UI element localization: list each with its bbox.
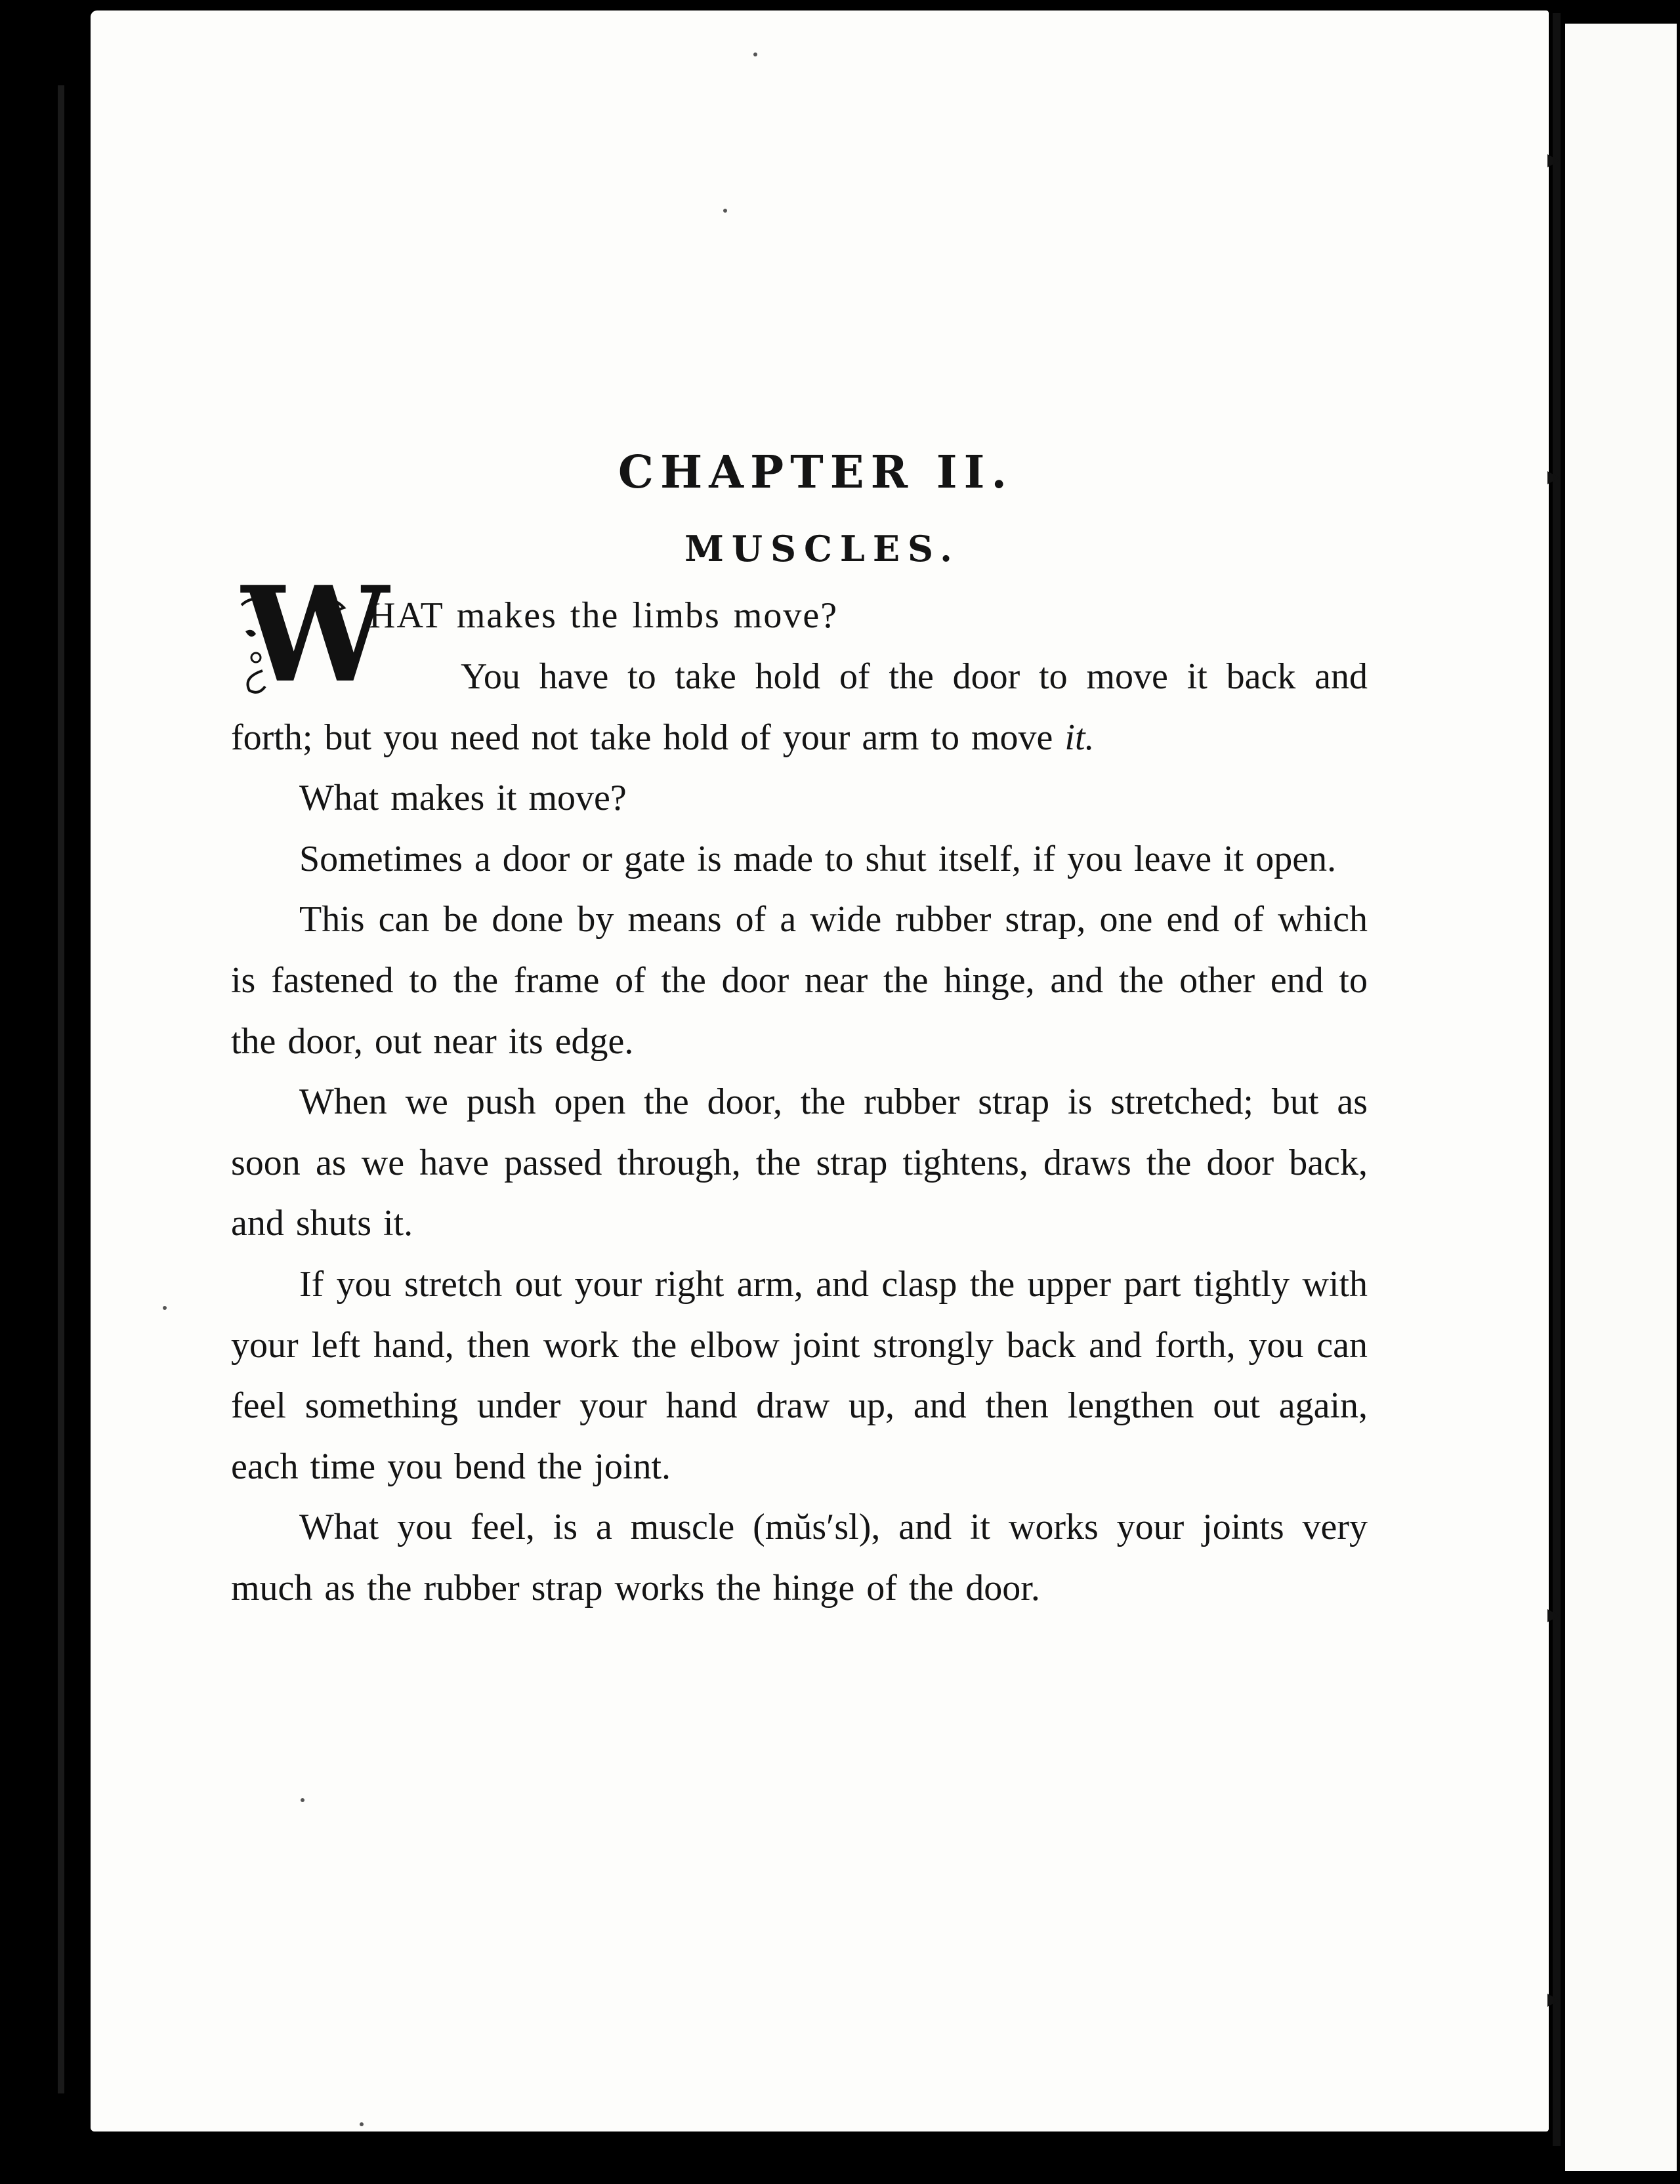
initial-letter: W	[242, 558, 389, 713]
paragraph-2	[231, 646, 1368, 768]
paragraph-7: If you stretch out your right arm, and clasp the upper part tightly with your left hand, then work the elbow joint strongly back and forth, you can feel something under your hand draw up, and then lengthen out again, each time you bend the joint.	[231, 1263, 1368, 1487]
text-block	[231, 446, 1368, 1618]
paragraph-4: Sometimes a door or gate is made to shut itself, if you leave it open.	[299, 838, 1337, 879]
binding-line	[1553, 13, 1561, 2146]
paragraph-8: What you feel, is a muscle (mŭs′sl), and it works your joints very much as the rubber strap works the hinge of the door.	[231, 1507, 1368, 1608]
paragraph-3: What makes it move?	[299, 778, 627, 819]
emphasis-word: it.	[1064, 717, 1095, 758]
section-heading: MUSCLES.	[684, 527, 960, 570]
page-left-edge	[58, 85, 64, 2093]
binding-mark	[1547, 1609, 1559, 1622]
binding-mark	[1547, 154, 1559, 167]
binding-mark	[1547, 1994, 1559, 2007]
paragraph-2-text: You have to take hold of the door to move it back and forth; but you need not take hold of your arm to move	[231, 656, 1368, 758]
binding-mark	[1547, 471, 1559, 484]
facing-page-edge	[1565, 24, 1677, 2171]
chapter-heading: CHAPTER II.	[618, 446, 1014, 499]
paragraph-5: This can be done by means of a wide rubber strap, one end of which is fastened to the frame of the door near the hinge, and the other end to the door, out near its edge.	[231, 899, 1368, 1062]
paragraph-6: When we push open the door, the rubber strap is stretched; but as soon as we have passed through, the strap tightens, draws the door back, and shuts it.	[231, 1082, 1368, 1244]
opening-line: HAT makes the limbs move?	[369, 595, 839, 637]
paragraph-1	[231, 585, 1368, 646]
decorative-initial	[236, 558, 389, 713]
